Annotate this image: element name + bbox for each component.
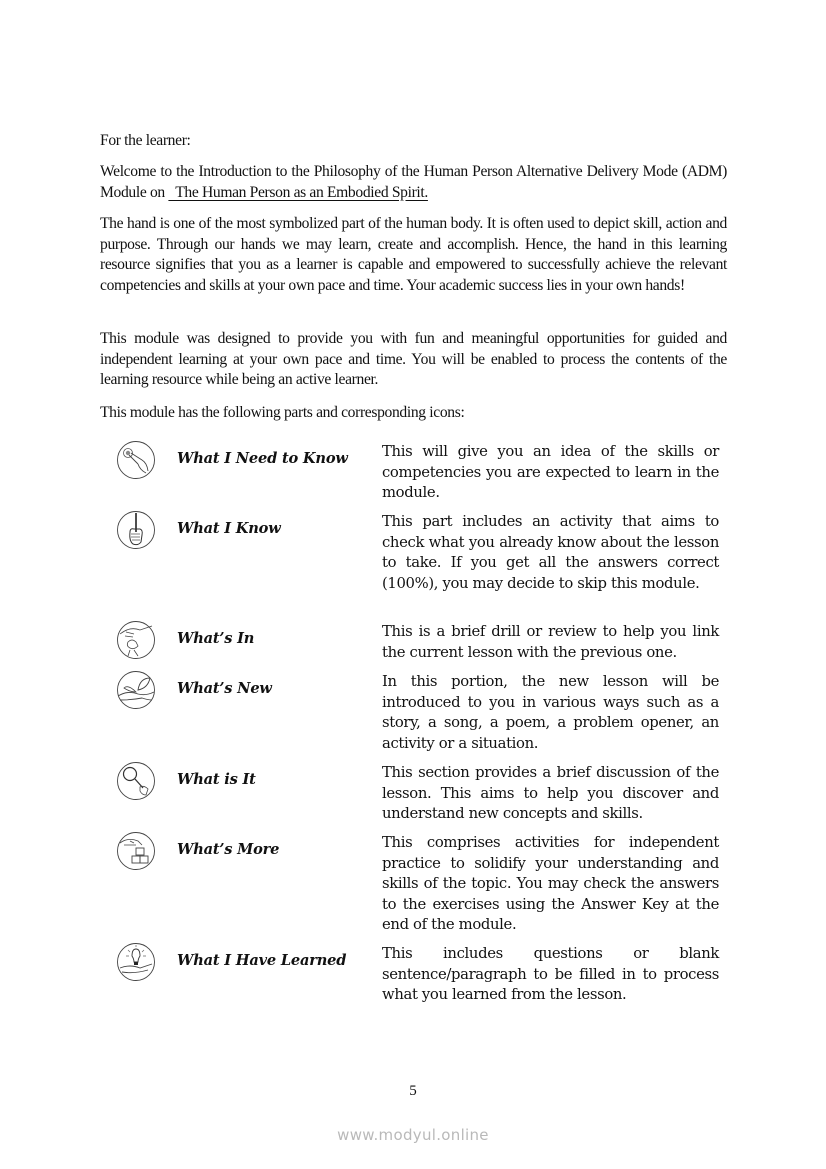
part-description: In this portion, the new lesson will be introduced to you in various ways such as a story, a song, a poem, a problem opener, an activity or a situation. <box>382 673 719 752</box>
part-label: What I Know <box>177 520 281 537</box>
hand-stacking-blocks-icon <box>116 831 156 871</box>
design-paragraph: This module was designed to provide you with fun and meaningful opportunities for guided and independent learning at your own pace and time. You will be enabled to process the contents of the learning resource while being an active learner. <box>100 330 727 389</box>
greeting: For the learner: <box>100 132 191 149</box>
part-description: This section provides a brief discussion of the lesson. This aims to help you discover and understand new concepts and skills. <box>382 764 719 823</box>
part-label: What’s More <box>177 841 280 858</box>
welcome-text: Welcome to the Introduction to the Philosophy of the Human Person Alternative Delivery Mode (ADM) Module on <box>100 163 727 201</box>
hand-with-sprout-icon <box>116 670 156 710</box>
module-title: The Human Person as an Embodied Spirit. <box>168 183 428 201</box>
part-description: This comprises activities for independent practice to solidify your understanding and skills of the topic. You may check the answers to the exercises using the Answer Key at the end of the module. <box>382 834 719 934</box>
welcome-paragraph <box>100 162 727 203</box>
part-label: What I Have Learned <box>177 952 347 969</box>
part-description: This is a brief drill or review to help you link the current lesson with the previous one. <box>382 623 719 661</box>
part-label: What’s In <box>177 630 255 647</box>
hand-paragraph: The hand is one of the most symbolized part of the human body. It is often used to depict skill, action and purpose. Through our hands we may learn, create and accomplish. Hence, the hand in this learning resource signifies that you as a learner is capable and empowered to successfully achieve the relevant competencies and skills at your own pace and time. Your academic success lies in your own hands! <box>100 215 727 294</box>
parts-intro: This module has the following parts and corresponding icons: <box>100 404 465 421</box>
lightbulb-hand-icon <box>116 942 156 982</box>
part-description: This includes questions or blank sentence/paragraph to be filled in to process what you learned from the lesson. <box>382 945 719 1004</box>
hand-holding-pencil-icon <box>116 510 156 550</box>
part-label: What I Need to Know <box>177 450 348 467</box>
page-number: 5 <box>409 1083 417 1099</box>
part-label: What’s New <box>177 680 272 697</box>
part-label: What is It <box>177 771 256 788</box>
hands-puzzle-icon <box>116 620 156 660</box>
part-description: This part includes an activity that aims to check what you already know about the lesson to take. If you get all the answers correct (100%), you may decide to skip this module. <box>382 513 719 592</box>
pointing-hand-icon <box>116 440 156 480</box>
part-description: This will give you an idea of the skills or competencies you are expected to learn in the module. <box>382 443 719 502</box>
magnifying-glass-hand-icon <box>116 761 156 801</box>
watermark: www.modyul.online <box>337 1126 489 1144</box>
